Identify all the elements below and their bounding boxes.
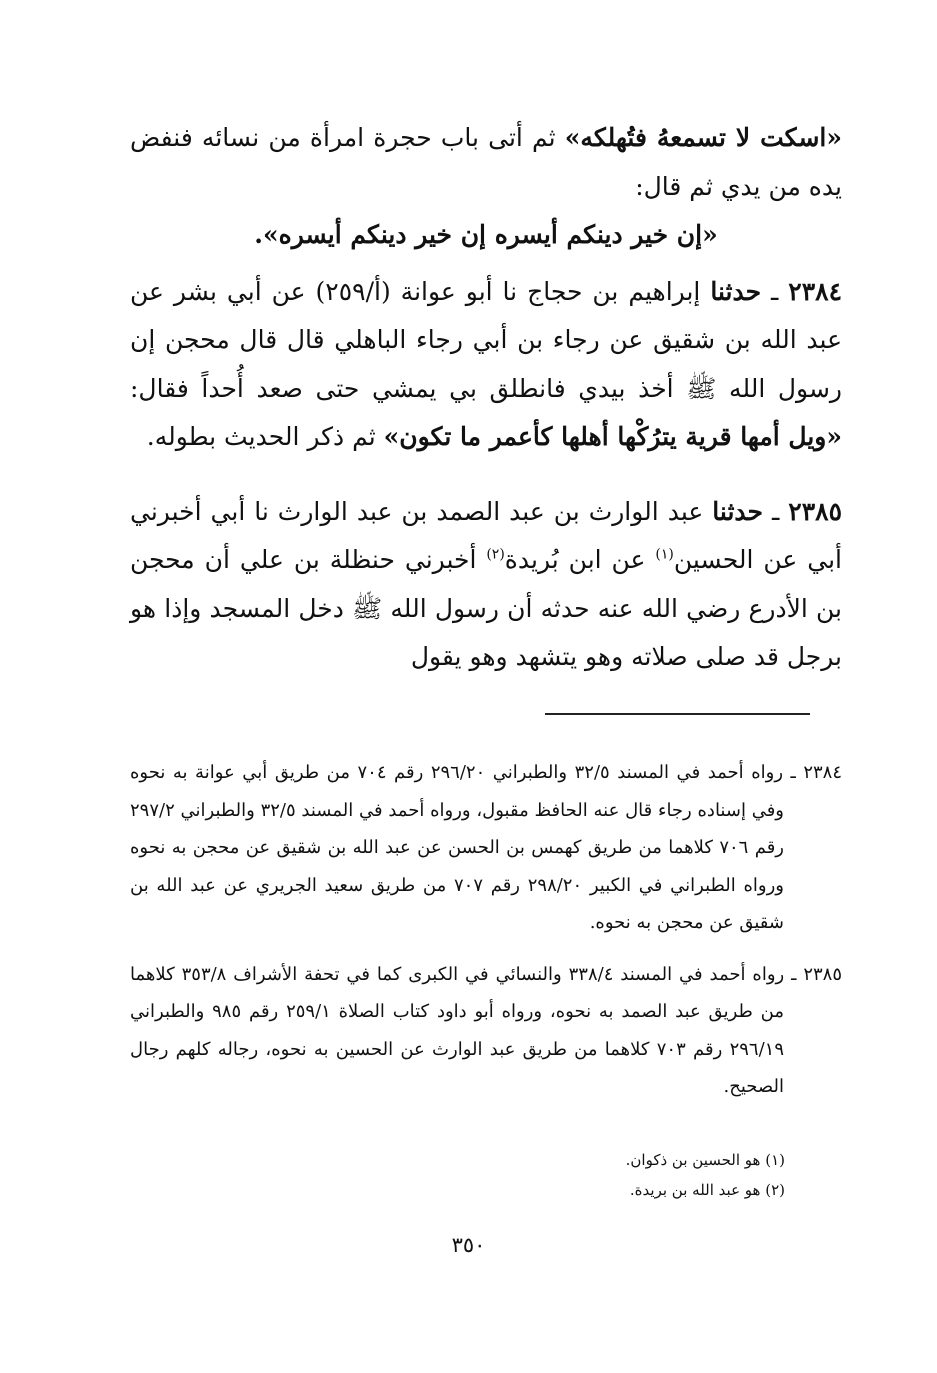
hadith-text: عن ابن بُريدة bbox=[504, 545, 656, 574]
prophetic-quote: «اسكت لا تسمعهُ فتُهلكه» bbox=[564, 123, 842, 152]
hadith-lead: حدثنا bbox=[712, 496, 763, 526]
footnotes bbox=[130, 1145, 785, 1205]
continuation-paragraph bbox=[130, 114, 842, 211]
takhrij-notes bbox=[130, 754, 842, 1106]
paragraph-text: ثم أتى باب حجرة امرأة من نسائه فنفض يده من يدي ثم قال: bbox=[130, 123, 842, 201]
prophetic-quote: «ويل أمها قرية يترُكْها أهلها كأعمر ما تكون» bbox=[383, 422, 842, 451]
hadith-text: أخبرني حنظلة بن علي أن محجن بن الأدرع رضي الله عنه حدثه أن رسول الله ﷺ دخل المسجد وإذا هو برجل قد صلى صلاته وهو يتشهد وهو يقول bbox=[130, 545, 842, 671]
footnote-separator bbox=[545, 713, 810, 715]
hadith-2385 bbox=[130, 488, 842, 682]
note-2385: ٢٣٨٥ ـ رواه أحمد في المسند ٣٣٨/٤ والنسائي في الكبرى كما في تحفة الأشراف ٣٥٣/٨ كلاهما من طريق عبد الصمد به نحوه، ورواه أبو داود كتاب الصلاة ٢٥٩/١ رقم ٩٨٥ والطبراني ٢٩٦/١٩ رقم ٧٠٣ كلاهما من طريق عبد الوارث عن الحسين به نحوه، رجاله كلهم رجال الصحيح. bbox=[130, 963, 842, 1097]
hadith-dash: ـ bbox=[763, 496, 789, 526]
hadith-dash: ـ bbox=[761, 276, 789, 306]
hadith-text-end: ثم ذكر الحديث بطوله. bbox=[146, 422, 384, 451]
footnote-2: (٢) هو عبد الله بن بريدة. bbox=[629, 1181, 785, 1199]
hadith-number: ٢٣٨٤ bbox=[788, 276, 842, 306]
footnote-ref-2: (٢) bbox=[486, 546, 505, 563]
footnote-1: (١) هو الحسين بن ذكوان. bbox=[625, 1151, 785, 1169]
note-2384: ٢٣٨٤ ـ رواه أحمد في المسند ٣٢/٥ والطبراني ٢٩٦/٢٠ رقم ٧٠٤ من طريق أبي عوانة به نحوه وفي إسناده رجاء قال عنه الحافظ مقبول، ورواه أحمد في المسند ٣٢/٥ والطبراني ٢٩٧/٢ رقم ٧٠٦ كلاهما من طريق كهمس بن الحسن عن عبد الله بن شقيق عن محجن به نحوه ورواه الطبراني في الكبير ٢٩٨/٢٠ رقم ٧٠٧ من طريق سعيد الجريري عن عبد الله بن شقيق عن محجن به نحوه. bbox=[130, 762, 842, 933]
hadith-text: إبراهيم بن حجاج نا أبو عوانة (أ/٢٥٩) عن أبي بشر عن عبد الله بن شقيق عن رجاء بن أبي رجاء الباهلي قال قال محجن إن رسول الله ﷺ أخذ بيدي فانطلق بي يمشي حتى صعد أُحداً فقال: bbox=[130, 276, 842, 403]
page-number: ٣٥٠ bbox=[451, 1233, 486, 1257]
centered-quote: «إن خير دينكم أيسره إن خير دينكم أيسره». bbox=[254, 220, 718, 249]
hadith-text: عبد الوارث بن عبد الصمد بن عبد الوارث نا أبي أخبرني أبي عن الحسين bbox=[130, 496, 843, 574]
hadith-lead: حدثنا bbox=[710, 276, 762, 306]
hadith-number: ٢٣٨٥ bbox=[788, 496, 843, 526]
main-text bbox=[130, 114, 842, 682]
footnote-ref-1: (١) bbox=[655, 546, 674, 563]
hadith-2384 bbox=[130, 268, 842, 462]
